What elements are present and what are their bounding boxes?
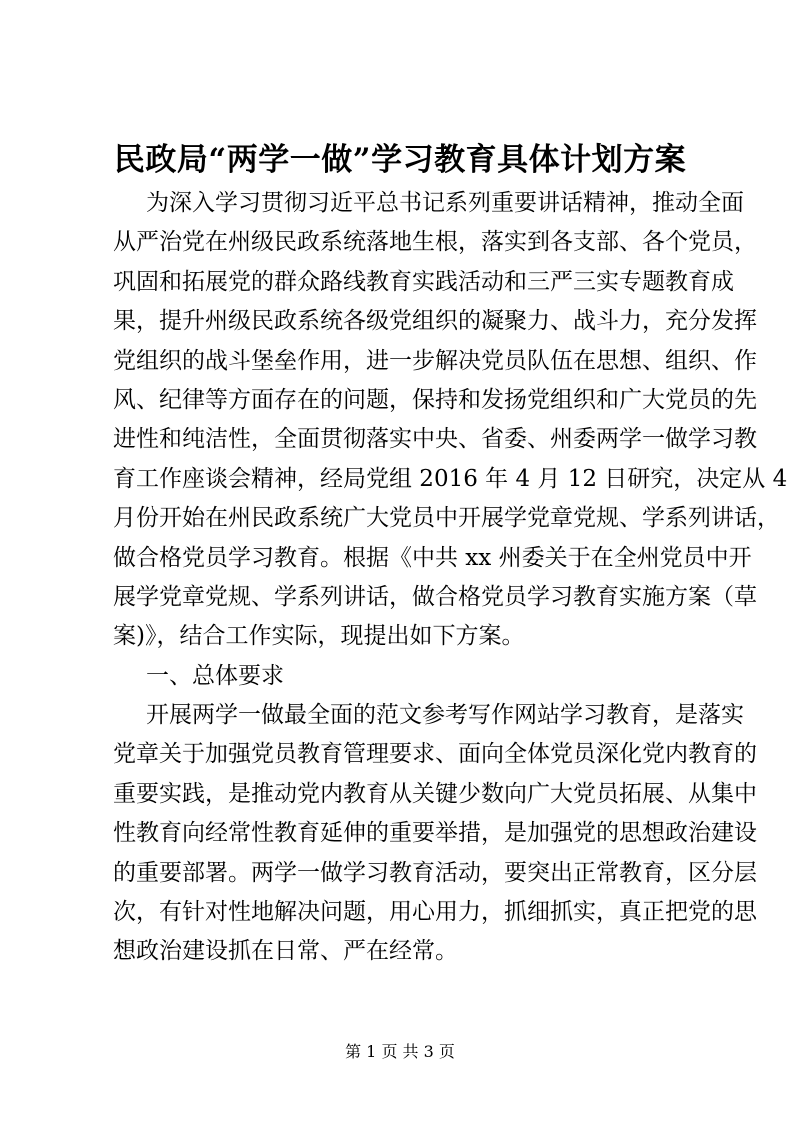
document-title: 民政局“两学一做”学习教育具体计划方案 bbox=[113, 142, 687, 178]
body-line: 做合格党员学习教育。根据《中共 xx 州委关于在全州党员中开 bbox=[113, 544, 752, 571]
body-line: 性教育向经常性教育延伸的重要举措，是加强党的思想政治建设 bbox=[113, 820, 757, 847]
body-line: 巩固和拓展党的群众路线教育实践活动和三严三实专题教育成 bbox=[113, 268, 734, 295]
body-line: 案)》，结合工作实际，现提出如下方案。 bbox=[113, 623, 525, 650]
body-line: 次，有针对性地解决问题，用心用力，抓细抓实，真正把党的思 bbox=[113, 899, 757, 926]
body-line: 党组织的战斗堡垒作用，进一步解决党员队伍在思想、组织、作 bbox=[113, 347, 757, 374]
body-line: 为深入学习贯彻习近平总书记系列重要讲话精神，推动全面 bbox=[146, 190, 744, 216]
body-line: 从严治党在州级民政系统落地生根，落实到各支部、各个党员， bbox=[113, 229, 757, 256]
body-line: 想政治建设抓在日常、严在经常。 bbox=[113, 938, 458, 965]
body-line: 月份开始在州民政系统广大党员中开展学党章党规、学系列讲话， bbox=[113, 505, 780, 532]
body-line: 育工作座谈会精神，经局党组 2016 年 4 月 12 日研究，决定从 4 bbox=[113, 465, 788, 492]
body-line: 重要实践，是推动党内教育从关键少数向广大党员拓展、从集中 bbox=[113, 780, 757, 807]
section-heading: 一、总体要求 bbox=[146, 662, 284, 689]
body-line: 进性和纯洁性，全面贯彻落实中央、省委、州委两学一做学习教 bbox=[113, 426, 757, 453]
body-line: 果，提升州级民政系统各级党组织的凝聚力、战斗力，充分发挥 bbox=[113, 308, 757, 335]
body-line: 的重要部署。两学一做学习教育活动，要突出正常教育，区分层 bbox=[113, 859, 757, 886]
page-number-footer: 第 1 页 共 3 页 bbox=[345, 1042, 455, 1061]
document-body bbox=[113, 184, 788, 972]
body-line: 风、纪律等方面存在的问题，保持和发扬党组织和广大党员的先 bbox=[113, 386, 757, 413]
body-line: 展学党章党规、学系列讲话，做合格党员学习教育实施方案（草 bbox=[113, 583, 757, 610]
body-line: 开展两学一做最全面的范文参考写作网站学习教育，是落实 bbox=[146, 702, 744, 729]
body-line: 党章关于加强党员教育管理要求、面向全体党员深化党内教育的 bbox=[113, 741, 757, 768]
